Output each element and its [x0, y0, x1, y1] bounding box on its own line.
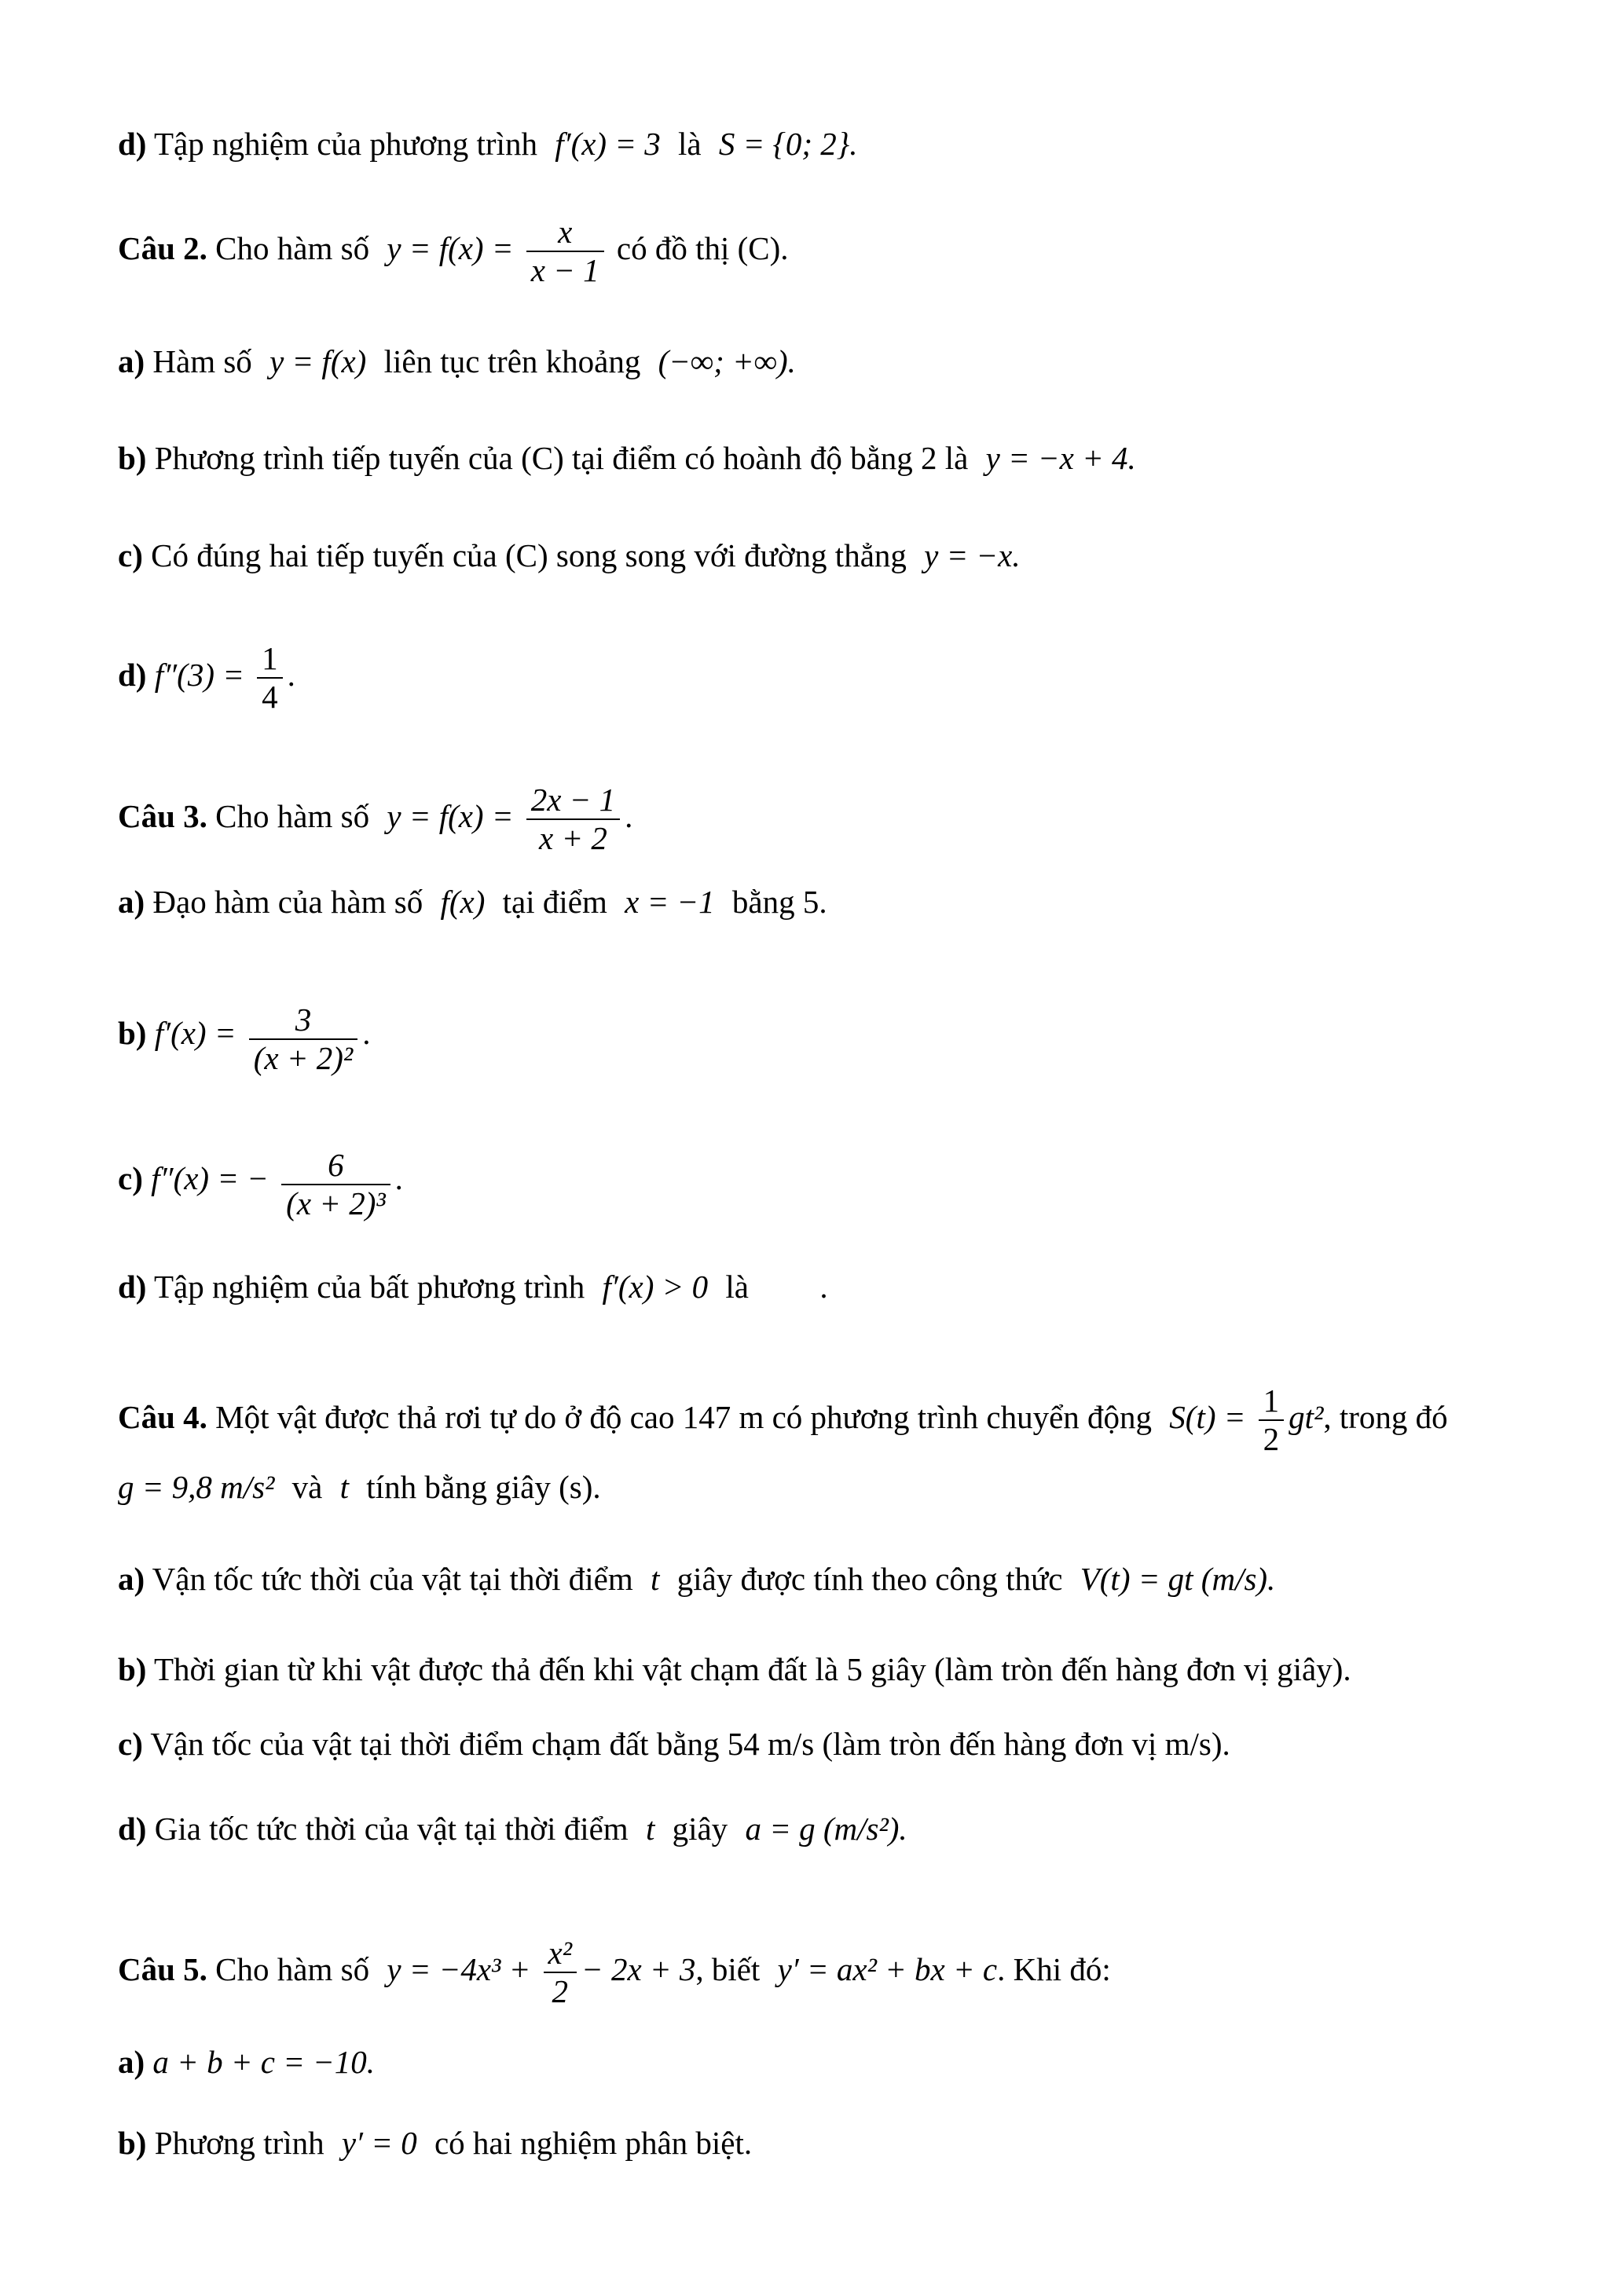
time-variable: t	[339, 1469, 350, 1505]
item-text: và	[291, 1469, 323, 1505]
cau3-item-b	[118, 1002, 370, 1077]
function-lhs: y = −4x³ +	[387, 1951, 531, 1988]
question-text: Một vật được thả rơi tự do ở độ cao 147 m có phương trình chuyển động	[215, 1399, 1153, 1436]
item-text-2: giây được tính theo công thức	[676, 1561, 1063, 1597]
sum-equation: a + b + c = −10.	[152, 2044, 376, 2080]
equation: f′(x) = 3	[555, 126, 661, 162]
item-text: Phương trình	[154, 2125, 324, 2161]
derivative-fraction	[249, 1002, 357, 1077]
fraction-numerator: 3	[249, 1002, 357, 1040]
cau5-item-b	[118, 2127, 752, 2159]
item-label: b)	[118, 2125, 147, 2161]
motion-rhs: gt²	[1289, 1399, 1324, 1436]
item-label: a)	[118, 2044, 145, 2080]
item-label: b)	[118, 1651, 147, 1687]
fraction-numerator: 2x − 1	[526, 782, 620, 820]
point-expr: x = −1	[625, 884, 715, 920]
fraction-numerator: x	[526, 214, 604, 252]
question-text-2: có đồ thị (C).	[616, 230, 789, 267]
item-label: b)	[118, 1015, 147, 1052]
cau2-item-c	[118, 537, 1021, 573]
item-label: c)	[118, 537, 143, 573]
question-text-2: , biết	[695, 1951, 761, 1988]
cau2-item-b	[118, 442, 1136, 474]
question-text: Cho hàm số	[215, 798, 370, 835]
question-text-3: . Khi đó:	[997, 1951, 1111, 1988]
item-label: b)	[118, 440, 147, 476]
fraction-denominator: 2	[1263, 1421, 1280, 1458]
item-label: d)	[118, 1811, 147, 1847]
question-text: Cho hàm số	[215, 1951, 370, 1988]
item-text: Phương trình tiếp tuyến của (C) tại điểm có hoành độ bằng 2 là	[154, 440, 969, 476]
period: .	[287, 657, 295, 694]
value-fraction	[257, 640, 283, 716]
item-text-3: bằng 5.	[731, 884, 827, 920]
item-label: a)	[118, 343, 145, 379]
solution-set: S = {0; 2}.	[718, 126, 858, 162]
derivative-lhs: f′(x) =	[154, 1015, 236, 1052]
item-text-2: là	[677, 126, 702, 162]
item-label: a)	[118, 884, 145, 920]
question-5-heading	[118, 1935, 1111, 2010]
cau1-item-d	[118, 128, 857, 160]
fraction-denominator: x + 2	[539, 820, 607, 857]
cau4-item-c	[118, 1728, 1230, 1760]
item-text-2: là	[725, 1269, 749, 1305]
fraction-numerator: x²	[544, 1935, 577, 1973]
question-2-heading	[118, 214, 789, 289]
acceleration-formula: a = g (m/s²).	[745, 1811, 907, 1847]
half-fraction	[1259, 1382, 1285, 1458]
item-label: d)	[118, 1269, 147, 1305]
question-label: Câu 3.	[118, 798, 207, 835]
tangent-equation: y = −x + 4.	[985, 440, 1136, 476]
derivative-form: y′ = ax² + bx + c	[777, 1951, 998, 1988]
gravity-value: g = 9,8 m/s²	[118, 1469, 275, 1505]
function-expr: y = f(x)	[269, 343, 367, 379]
fraction-denominator: x − 1	[530, 252, 599, 289]
period: .	[625, 798, 633, 835]
question-text-2: , trong đó	[1323, 1399, 1448, 1436]
question-label: Câu 5.	[118, 1951, 207, 1988]
item-label: c)	[118, 1160, 143, 1197]
function-lhs: y = f(x) =	[387, 230, 514, 267]
cau2-item-d	[118, 640, 295, 716]
function-fraction	[526, 214, 604, 289]
function-fraction	[526, 782, 620, 857]
question-label: Câu 4.	[118, 1399, 207, 1436]
period: .	[362, 1015, 371, 1052]
inequality: f′(x) > 0	[602, 1269, 709, 1305]
question-4-continued	[118, 1471, 601, 1503]
cau3-item-a	[118, 886, 827, 918]
cau2-item-a	[118, 343, 796, 379]
item-text-2: có hai nghiệm phân biệt.	[434, 2125, 753, 2161]
item-text: Gia tốc tức thời của vật tại thời điểm	[154, 1811, 629, 1847]
time-variable: t	[645, 1811, 655, 1847]
cau4-item-d	[118, 1813, 907, 1845]
line-equation: y = −x.	[924, 537, 1021, 573]
function-lhs: y = f(x) =	[387, 798, 514, 835]
velocity-formula: V(t) = gt (m/s).	[1080, 1561, 1276, 1597]
fraction-denominator: 4	[262, 679, 278, 716]
item-label: c)	[118, 1726, 143, 1762]
item-text-2: tại điểm	[502, 884, 607, 920]
function-expr: f(x)	[440, 884, 486, 920]
function-fraction	[544, 1935, 577, 2010]
item-label: a)	[118, 1561, 145, 1597]
period: .	[394, 1160, 403, 1197]
derivative-equation: y′ = 0	[341, 2125, 417, 2161]
fraction-numerator: 6	[281, 1147, 390, 1185]
item-text: Hàm số	[152, 343, 252, 379]
item-text: Tập nghiệm của bất phương trình	[153, 1269, 585, 1305]
cau3-item-d	[118, 1271, 828, 1303]
item-text: Vận tốc tức thời của vật tại thời điểm	[152, 1561, 633, 1597]
cau4-item-a	[118, 1563, 1275, 1595]
cau3-item-c	[118, 1147, 403, 1222]
item-text: Đạo hàm của hàm số	[152, 884, 423, 920]
cau4-item-b	[118, 1653, 1351, 1686]
item-text-2: tính bằng giây (s).	[366, 1469, 601, 1505]
fraction-numerator: 1	[1259, 1382, 1285, 1421]
question-text: Cho hàm số	[215, 230, 370, 267]
function-rhs: − 2x + 3	[581, 1951, 696, 1988]
item-label: d)	[118, 657, 147, 694]
fraction-denominator: 2	[552, 1973, 569, 2010]
item-text-2: liên tục trên khoảng	[383, 343, 641, 379]
fraction-denominator: (x + 2)³	[286, 1185, 386, 1222]
second-derivative-fraction	[281, 1147, 390, 1222]
second-derivative-lhs: f″(3) =	[154, 657, 244, 694]
question-label: Câu 2.	[118, 230, 207, 267]
second-derivative-lhs: f″(x) = −	[151, 1160, 269, 1197]
item-label: d)	[118, 126, 147, 162]
item-text: Vận tốc của vật tại thời điểm chạm đất bằng 54 m/s (làm tròn đến hàng đơn vị m/s).	[150, 1726, 1230, 1762]
interval: (−∞; +∞).	[658, 343, 796, 379]
fraction-denominator: (x + 2)²	[253, 1040, 354, 1077]
question-3-heading	[118, 782, 632, 857]
item-text: Có đúng hai tiếp tuyến của (C) song song với đường thẳng	[151, 537, 907, 573]
time-variable: t	[651, 1561, 660, 1597]
question-4-heading	[118, 1382, 1448, 1458]
cau5-item-a	[118, 2046, 375, 2078]
motion-lhs: S(t) =	[1169, 1399, 1246, 1436]
item-text: Tập nghiệm của phương trình	[153, 126, 537, 162]
item-text-2: giây	[672, 1811, 728, 1847]
fraction-numerator: 1	[257, 640, 283, 679]
period: .	[819, 1269, 828, 1305]
item-text: Thời gian từ khi vật được thả đến khi vật chạm đất là 5 giây (làm tròn đến hàng đơn vị giây).	[153, 1651, 1351, 1687]
